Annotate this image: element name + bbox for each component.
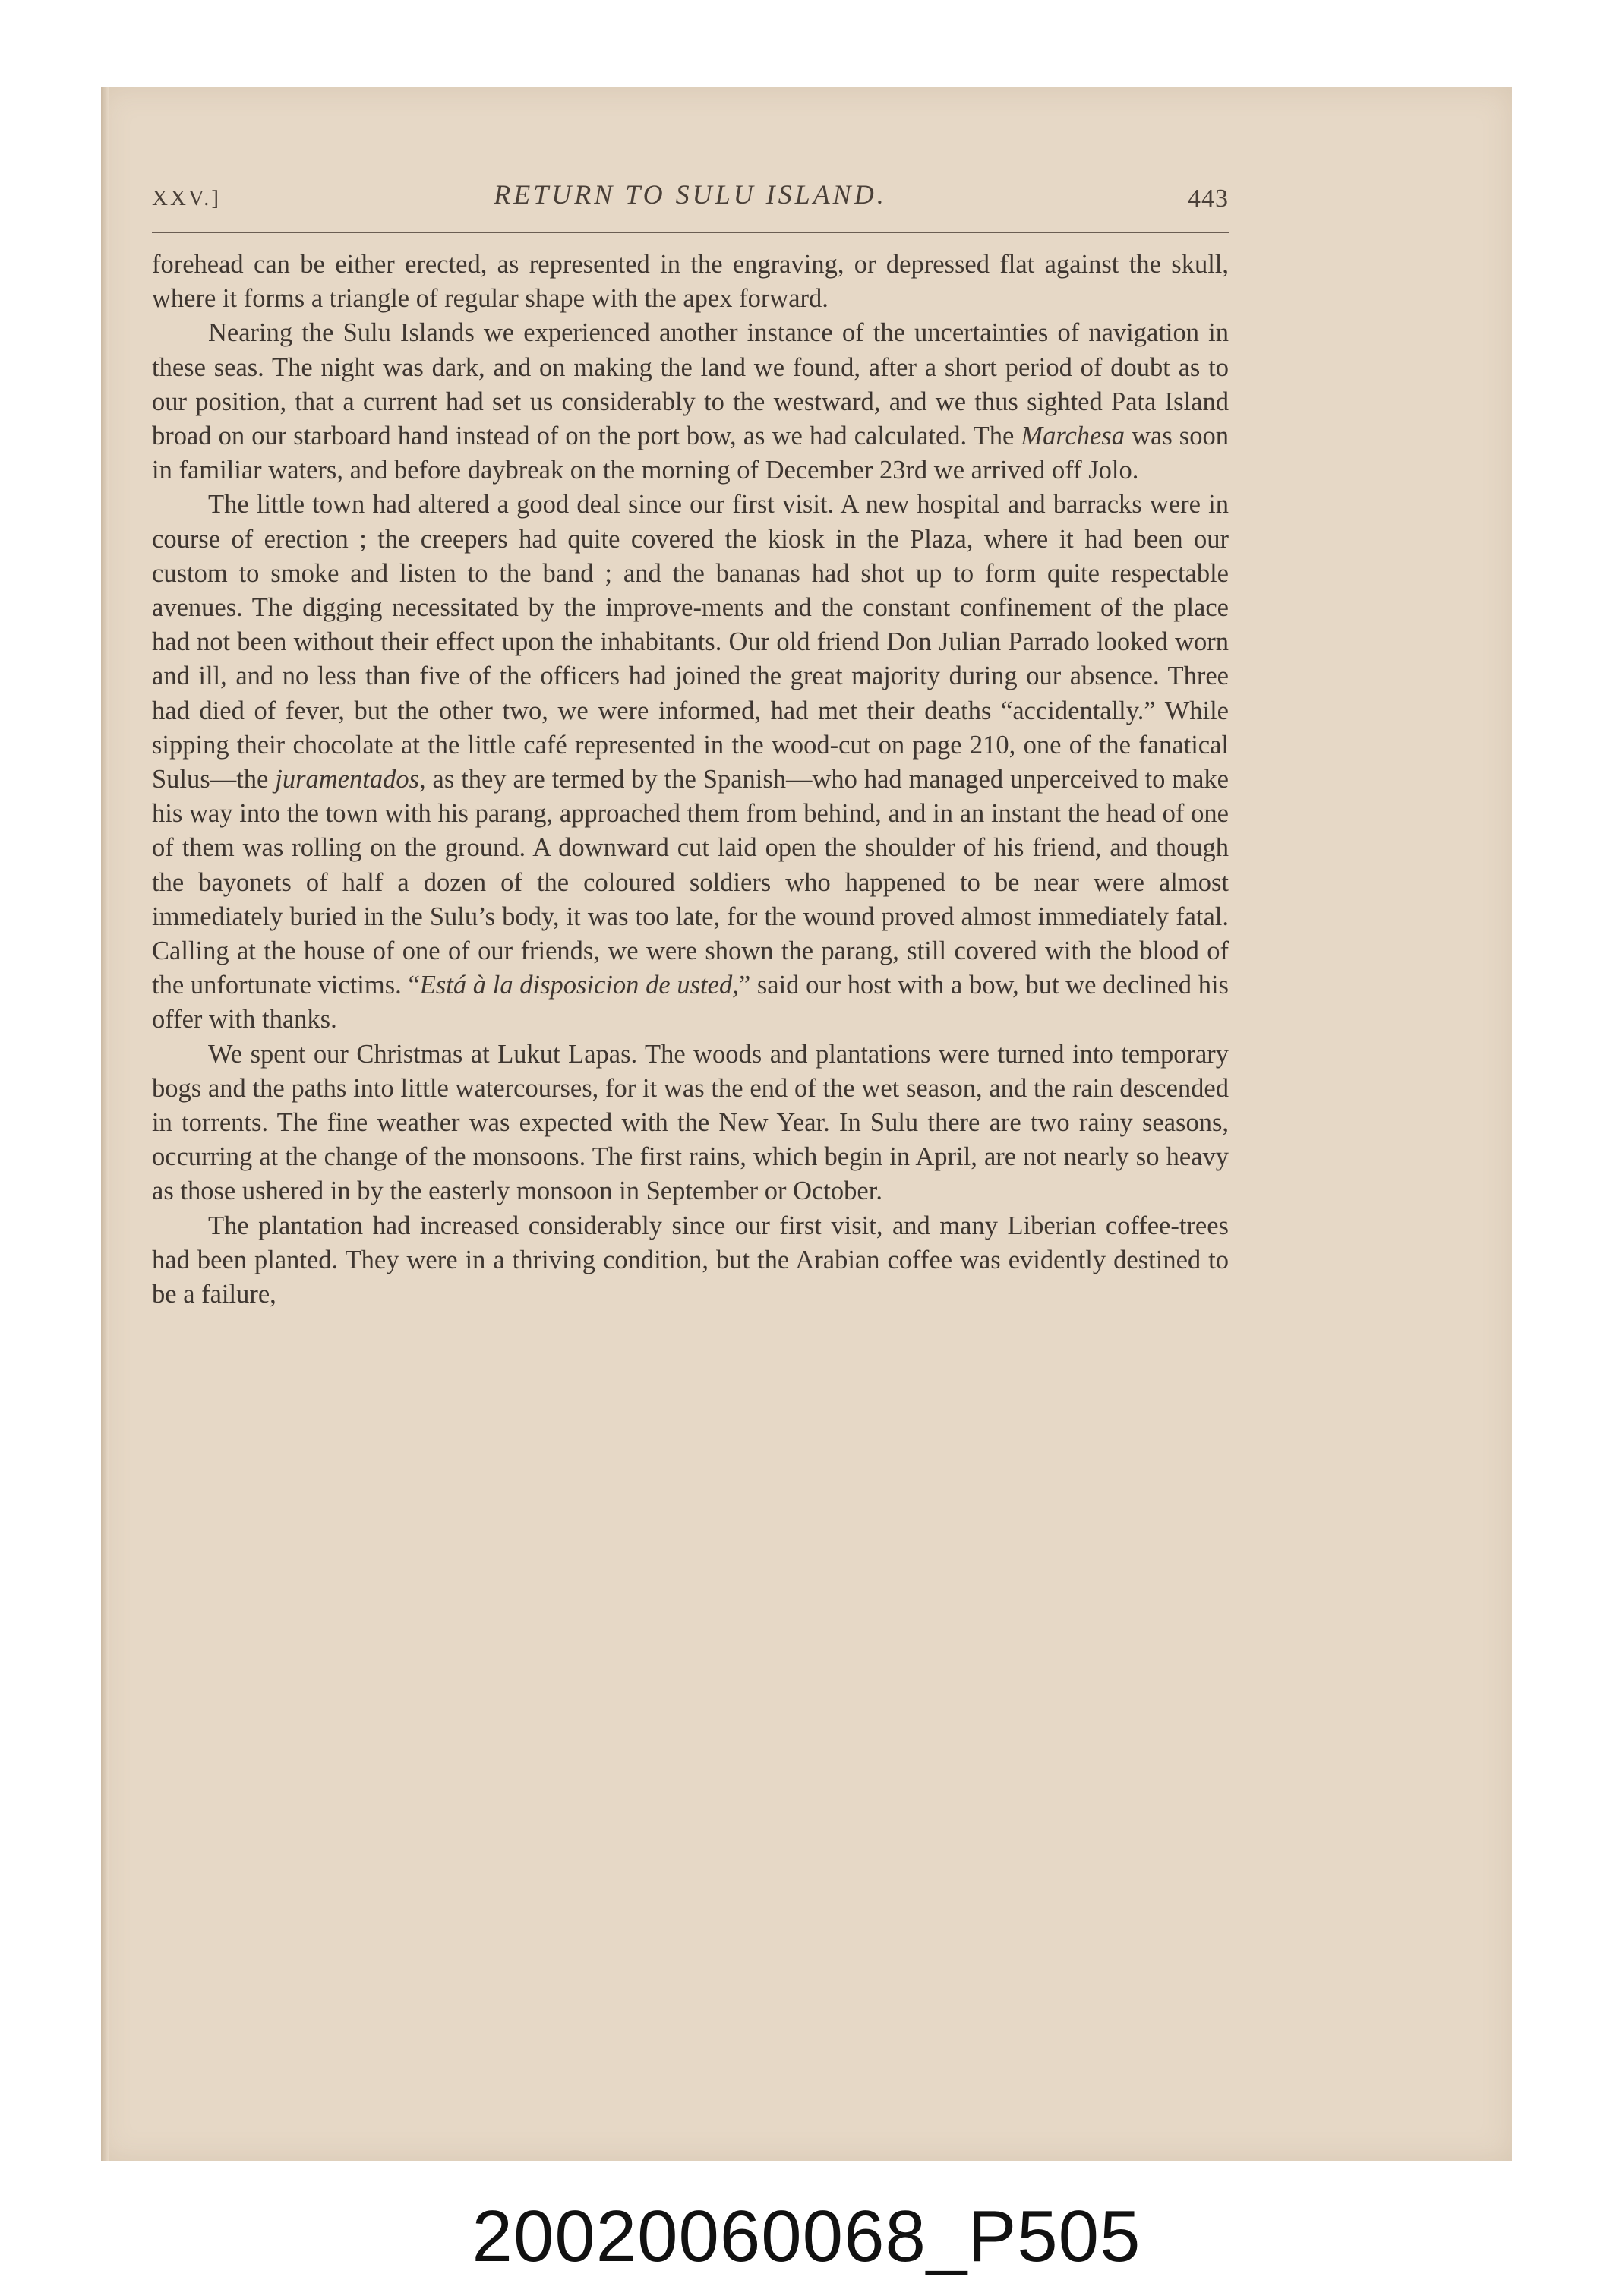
paragraph-text: ” said our host with a bow, but we declined his offer with thanks.	[152, 971, 1229, 1034]
italic-text: Marchesa	[1021, 422, 1125, 451]
paragraph-text: forehead can be either erected, as represented in the engraving, or depressed flat against the skull, where it forms a triangle of regular shape with the apex forward.	[152, 250, 1229, 314]
paragraph	[152, 488, 1229, 1037]
page-edge-shadow	[101, 87, 109, 2161]
running-title: RETURN TO SULU ISLAND.	[494, 179, 887, 210]
paragraph-text: The little town had altered a good deal since our first visit. A new hospital and barracks were in course of erection ; the creepers had quite covered the kiosk in the Plaza, where it had been our custom to smoke and listen to the band ; and the bananas had shot up to form quite respectable avenues. The digging necessitated by the improve-ments and the constant confinement of the place had not been without their effect upon the inhabitants. Our old friend Don Julian Parrado looked worn and ill, and no less than five of the officers had joined the great majority during our absence. Three had died of fever, but the other two, we were informed, had met their deaths “accidentally.” While sipping their chocolate at the little café represented in the wood-cut on page 210, one of the fanatical Sulus—the	[152, 490, 1229, 794]
paragraph-text: Nearing the Sulu Islands we experienced another instance of the uncertainties of navigation in these seas. The night was dark, and on making the land we found, after a short period of doubt as to our position, that a current had set us considerably to the westward, and we thus sighted Pata Island broad on our starboard hand instead of on the port bow, as we had calculated. The	[152, 318, 1229, 451]
paragraph	[152, 1037, 1229, 1209]
paragraph-text: We spent our Christmas at Lukut Lapas. The woods and plantations were turned into temporary bogs and the paths into little watercourses, for it was the end of the wet season, and the rain descended in torrents. The fine weather was expected with the New Year. In Sulu there are two rainy seasons, occurring at the change of the monsoons. The first rains, which begin in April, are not nearly so heavy as those ushered in by the easterly monsoon in September or October.	[152, 1039, 1229, 1206]
paragraph-text: was soon in familiar waters, and before daybreak on the morning of December 23rd we arrived off Jolo.	[152, 422, 1229, 485]
body-text	[152, 248, 1229, 1312]
italic-text: Está à la disposicion de usted,	[419, 971, 739, 1000]
paragraph-text: , as they are termed by the Spanish—who had managed unperceived to make his way into the town with his parang, approached them from behind, and in an instant the head of one of them was rolling on the ground. A downward cut laid open the shoulder of his friend, and though the bayonets of half a dozen of the coloured soldiers who happened to be near were almost immediately buried in the Sulu’s body, it was too late, for the wound proved almost immediately fatal. Calling at the house of one of our friends, we were shown the parang, still covered with the blood of the unfortunate victims. “	[152, 765, 1229, 1000]
italic-text: juramentados	[275, 765, 420, 794]
paragraph	[152, 1209, 1229, 1312]
page-number: 443	[1188, 185, 1229, 213]
chapter-number: XXV.]	[152, 186, 221, 210]
paragraph	[152, 248, 1229, 316]
catalog-id: 20020060068_P505	[472, 2196, 1141, 2277]
paragraph-text: The plantation had increased considerably since our first visit, and many Liberian coffee-trees had been planted. They were in a thriving condition, but the Arabian coffee was evidently destined to be a failure,	[152, 1211, 1229, 1309]
paragraph	[152, 316, 1229, 488]
header-rule	[152, 232, 1229, 233]
running-head	[152, 178, 1229, 224]
